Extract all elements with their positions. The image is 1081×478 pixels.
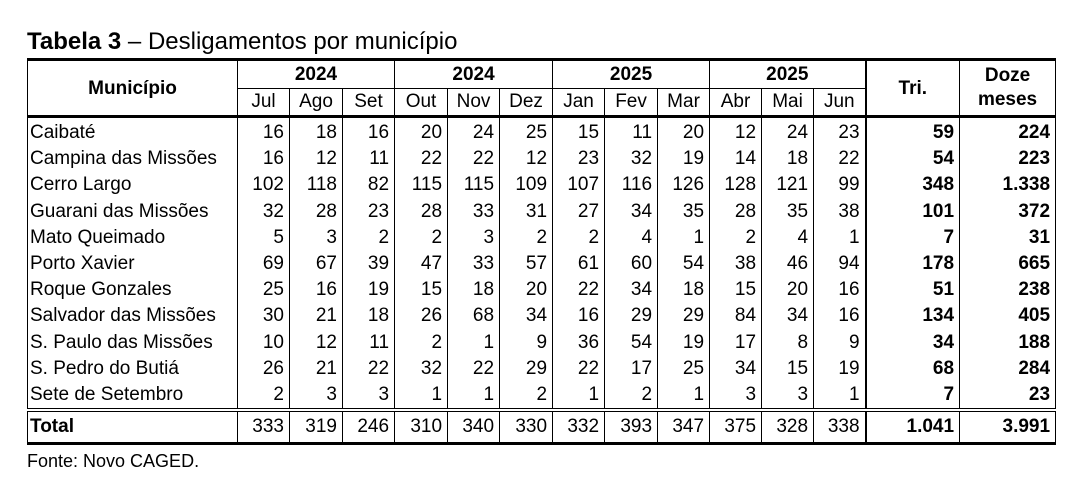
month-cell: 32 — [238, 199, 290, 225]
month-cell: 31 — [500, 199, 553, 225]
month-cell: 115 — [448, 172, 500, 198]
month-cell: 2 — [238, 382, 290, 410]
month-cell: 12 — [710, 117, 762, 147]
month-cell: 28 — [395, 199, 448, 225]
table-row — [28, 146, 1056, 172]
month-cell: 34 — [605, 277, 658, 303]
doze-cell: 224 — [960, 117, 1056, 147]
month-cell: 34 — [500, 303, 553, 329]
header-month: Jan — [553, 89, 605, 117]
month-cell: 19 — [814, 356, 866, 382]
month-cell: 39 — [343, 251, 395, 277]
month-cell: 99 — [814, 172, 866, 198]
header-month: Ago — [290, 89, 343, 117]
month-cell: 32 — [395, 356, 448, 382]
month-cell: 12 — [290, 330, 343, 356]
month-cell: 9 — [814, 330, 866, 356]
header-month: Fev — [605, 89, 658, 117]
month-cell: 67 — [290, 251, 343, 277]
month-cell: 34 — [605, 199, 658, 225]
header-month: Out — [395, 89, 448, 117]
month-cell: 16 — [553, 303, 605, 329]
total-cell: 328 — [762, 410, 814, 444]
header-year: 2025 — [710, 60, 866, 89]
month-cell: 25 — [500, 117, 553, 147]
table-row — [28, 303, 1056, 329]
month-cell: 115 — [395, 172, 448, 198]
month-cell: 29 — [605, 303, 658, 329]
month-cell: 3 — [290, 225, 343, 251]
month-cell: 68 — [448, 303, 500, 329]
total-cell: 332 — [553, 410, 605, 444]
month-cell: 23 — [814, 117, 866, 147]
month-cell: 22 — [448, 146, 500, 172]
total-doze: 3.991 — [960, 410, 1056, 444]
header-month: Mai — [762, 89, 814, 117]
month-cell: 22 — [395, 146, 448, 172]
month-cell: 38 — [710, 251, 762, 277]
header-doze-meses — [960, 60, 1056, 117]
table-row — [28, 330, 1056, 356]
doze-cell: 405 — [960, 303, 1056, 329]
header-month: Nov — [448, 89, 500, 117]
month-cell: 19 — [658, 330, 710, 356]
total-cell: 330 — [500, 410, 553, 444]
header-month: Abr — [710, 89, 762, 117]
municipio-name: Caibaté — [30, 122, 96, 144]
month-cell: 118 — [290, 172, 343, 198]
table-caption — [27, 27, 1056, 57]
month-cell: 15 — [553, 117, 605, 147]
header-month: Set — [343, 89, 395, 117]
month-cell: 18 — [448, 277, 500, 303]
total-cell: 319 — [290, 410, 343, 444]
month-cell: 1 — [658, 225, 710, 251]
month-cell: 22 — [553, 356, 605, 382]
month-cell: 35 — [762, 199, 814, 225]
month-cell: 17 — [605, 356, 658, 382]
month-cell: 69 — [238, 251, 290, 277]
month-cell: 33 — [448, 251, 500, 277]
doze-cell: 1.338 — [960, 172, 1056, 198]
month-cell: 34 — [710, 356, 762, 382]
month-cell: 3 — [448, 225, 500, 251]
month-cell: 2 — [395, 330, 448, 356]
month-cell: 14 — [710, 146, 762, 172]
tri-cell: 7 — [866, 382, 960, 410]
table-row — [28, 251, 1056, 277]
month-cell: 22 — [553, 277, 605, 303]
month-cell: 19 — [343, 277, 395, 303]
municipio-name: Mato Queimado — [30, 226, 166, 248]
month-cell: 28 — [710, 199, 762, 225]
month-cell: 1 — [448, 382, 500, 410]
header-month: Dez — [500, 89, 553, 117]
month-cell: 60 — [605, 251, 658, 277]
table-row — [28, 225, 1056, 251]
municipio-name: Sete de Setembro — [30, 383, 184, 405]
month-cell: 21 — [290, 303, 343, 329]
tri-cell: 7 — [866, 225, 960, 251]
month-cell: 27 — [553, 199, 605, 225]
header-year: 2024 — [238, 60, 395, 89]
month-cell: 4 — [762, 225, 814, 251]
month-cell: 107 — [553, 172, 605, 198]
table-container — [27, 27, 1056, 472]
month-cell: 57 — [500, 251, 553, 277]
total-cell: 347 — [658, 410, 710, 444]
tri-cell: 51 — [866, 277, 960, 303]
tri-cell: 101 — [866, 199, 960, 225]
month-cell: 34 — [762, 303, 814, 329]
month-cell: 121 — [762, 172, 814, 198]
doze-cell: 284 — [960, 356, 1056, 382]
month-cell: 61 — [553, 251, 605, 277]
header-year: 2024 — [395, 60, 553, 89]
tri-cell: 348 — [866, 172, 960, 198]
tri-cell: 54 — [866, 146, 960, 172]
month-cell: 15 — [395, 277, 448, 303]
month-cell: 10 — [238, 330, 290, 356]
municipio-name: Porto Xavier — [30, 253, 135, 275]
month-cell: 47 — [395, 251, 448, 277]
month-cell: 1 — [814, 225, 866, 251]
municipio-name: Guarani das Missões — [30, 200, 209, 222]
month-cell: 54 — [605, 330, 658, 356]
month-cell: 25 — [238, 277, 290, 303]
month-cell: 32 — [605, 146, 658, 172]
table-row — [28, 277, 1056, 303]
doze-cell: 23 — [960, 382, 1056, 410]
month-cell: 20 — [762, 277, 814, 303]
month-cell: 18 — [343, 303, 395, 329]
month-cell: 25 — [658, 356, 710, 382]
doze-cell: 665 — [960, 251, 1056, 277]
month-cell: 20 — [500, 277, 553, 303]
month-cell: 16 — [343, 117, 395, 147]
caption-label: Tabela 3 — [27, 28, 122, 55]
header-month: Jun — [814, 89, 866, 117]
doze-cell: 372 — [960, 199, 1056, 225]
table-row — [28, 356, 1056, 382]
month-cell: 2 — [500, 382, 553, 410]
month-cell: 11 — [605, 117, 658, 147]
month-cell: 28 — [290, 199, 343, 225]
month-cell: 12 — [290, 146, 343, 172]
month-cell: 20 — [395, 117, 448, 147]
total-cell: 246 — [343, 410, 395, 444]
doze-cell: 223 — [960, 146, 1056, 172]
month-cell: 22 — [448, 356, 500, 382]
table-row — [28, 199, 1056, 225]
total-tri: 1.041 — [866, 410, 960, 444]
month-cell: 36 — [553, 330, 605, 356]
month-cell: 9 — [500, 330, 553, 356]
tri-cell: 178 — [866, 251, 960, 277]
month-cell: 16 — [238, 117, 290, 147]
doze-cell: 188 — [960, 330, 1056, 356]
month-cell: 15 — [710, 277, 762, 303]
dismissals-table — [27, 58, 1056, 445]
month-cell: 22 — [343, 356, 395, 382]
municipio-name: Cerro Largo — [30, 174, 132, 196]
month-cell: 22 — [814, 146, 866, 172]
total-cell: 310 — [395, 410, 448, 444]
month-cell: 1 — [553, 382, 605, 410]
month-cell: 3 — [343, 382, 395, 410]
month-cell: 2 — [710, 225, 762, 251]
month-cell: 2 — [395, 225, 448, 251]
month-cell: 18 — [658, 277, 710, 303]
month-cell: 2 — [605, 382, 658, 410]
municipio-name: Roque Gonzales — [30, 279, 172, 301]
month-cell: 54 — [658, 251, 710, 277]
month-cell: 8 — [762, 330, 814, 356]
month-cell: 11 — [343, 330, 395, 356]
municipio-name: S. Paulo das Missões — [30, 331, 213, 353]
header-month: Mar — [658, 89, 710, 117]
month-cell: 16 — [290, 277, 343, 303]
total-cell: 375 — [710, 410, 762, 444]
table-row — [28, 172, 1056, 198]
month-cell: 11 — [343, 146, 395, 172]
total-cell: 333 — [238, 410, 290, 444]
tri-cell: 134 — [866, 303, 960, 329]
month-cell: 2 — [553, 225, 605, 251]
month-cell: 24 — [448, 117, 500, 147]
month-cell: 46 — [762, 251, 814, 277]
municipio-name: Campina das Missões — [30, 148, 217, 170]
month-cell: 21 — [290, 356, 343, 382]
month-cell: 17 — [710, 330, 762, 356]
month-cell: 26 — [238, 356, 290, 382]
total-cell: 393 — [605, 410, 658, 444]
table-body — [28, 117, 1056, 411]
header-doze-line2: meses — [977, 89, 1038, 110]
month-cell: 16 — [814, 303, 866, 329]
month-cell: 12 — [500, 146, 553, 172]
header-year: 2025 — [553, 60, 710, 89]
header-municipio: Município — [28, 60, 238, 117]
month-cell: 29 — [658, 303, 710, 329]
month-cell: 128 — [710, 172, 762, 198]
month-cell: 1 — [814, 382, 866, 410]
month-cell: 126 — [658, 172, 710, 198]
month-cell: 16 — [238, 146, 290, 172]
source-note: Fonte: Novo CAGED. — [27, 451, 200, 472]
month-cell: 4 — [605, 225, 658, 251]
month-cell: 3 — [762, 382, 814, 410]
month-cell: 2 — [500, 225, 553, 251]
month-cell: 116 — [605, 172, 658, 198]
month-cell: 82 — [343, 172, 395, 198]
month-cell: 23 — [343, 199, 395, 225]
municipio-name: Salvador das Missões — [30, 305, 216, 327]
month-cell: 5 — [238, 225, 290, 251]
month-cell: 29 — [500, 356, 553, 382]
month-cell: 18 — [290, 117, 343, 147]
month-cell: 26 — [395, 303, 448, 329]
table-row — [28, 117, 1056, 147]
header-month: Jul — [238, 89, 290, 117]
month-cell: 23 — [553, 146, 605, 172]
header-tri: Tri. — [866, 60, 960, 117]
month-cell: 35 — [658, 199, 710, 225]
month-cell: 15 — [762, 356, 814, 382]
month-cell: 2 — [343, 225, 395, 251]
month-cell: 1 — [658, 382, 710, 410]
tri-cell: 68 — [866, 356, 960, 382]
month-cell: 109 — [500, 172, 553, 198]
month-cell: 3 — [290, 382, 343, 410]
tri-cell: 34 — [866, 330, 960, 356]
month-cell: 102 — [238, 172, 290, 198]
municipio-name: S. Pedro do Butiá — [30, 357, 179, 379]
doze-cell: 238 — [960, 277, 1056, 303]
month-cell: 38 — [814, 199, 866, 225]
caption-title: – Desligamentos por município — [121, 28, 458, 55]
doze-cell: 31 — [960, 225, 1056, 251]
month-cell: 24 — [762, 117, 814, 147]
month-cell: 16 — [814, 277, 866, 303]
total-cell: 338 — [814, 410, 866, 444]
header-doze-line1: Doze — [984, 65, 1031, 86]
total-cell: 340 — [448, 410, 500, 444]
month-cell: 18 — [762, 146, 814, 172]
month-cell: 1 — [395, 382, 448, 410]
month-cell: 84 — [710, 303, 762, 329]
total-label: Total — [28, 410, 238, 444]
month-cell: 94 — [814, 251, 866, 277]
month-cell: 33 — [448, 199, 500, 225]
total-row — [28, 410, 1056, 444]
table-row — [28, 382, 1056, 410]
tri-cell: 59 — [866, 117, 960, 147]
month-cell: 19 — [658, 146, 710, 172]
month-cell: 1 — [448, 330, 500, 356]
month-cell: 3 — [710, 382, 762, 410]
month-cell: 30 — [238, 303, 290, 329]
month-cell: 20 — [658, 117, 710, 147]
